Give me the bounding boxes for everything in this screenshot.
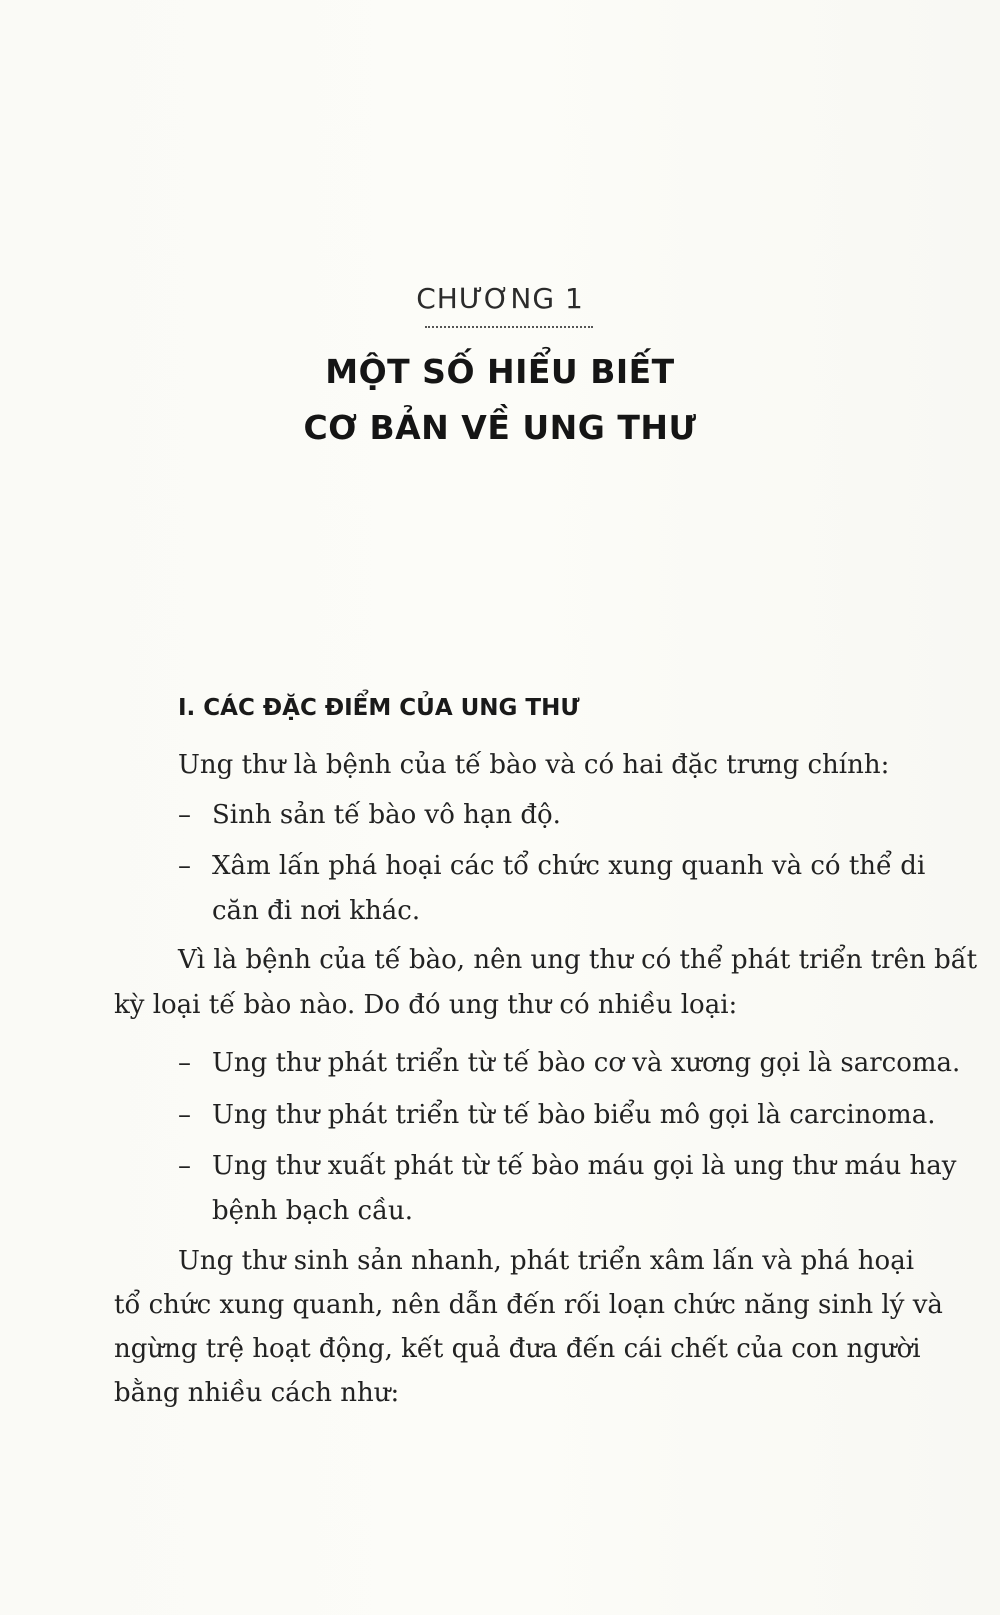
chapter-title-line-1: MỘT SỐ HIỂU BIẾT: [325, 352, 675, 391]
list-dash: –: [178, 1100, 191, 1130]
section-heading: I. CÁC ĐẶC ĐIỂM CỦA UNG THƯ: [178, 695, 580, 721]
list-item: Sinh sản tế bào vô hạn độ.: [212, 800, 561, 830]
list-dash: –: [178, 1048, 191, 1078]
paragraph-line: Ung thư sinh sản nhanh, phát triển xâm lấn và phá hoại: [178, 1246, 915, 1276]
list-item: Ung thư xuất phát từ tế bào máu gọi là ung thư máu hay: [212, 1151, 957, 1181]
chapter-title-line-2: CƠ BẢN VỀ UNG THƯ: [303, 408, 697, 447]
paragraph-line: tổ chức xung quanh, nên dẫn đến rối loạn chức năng sinh lý và: [114, 1290, 943, 1320]
paragraph-line: Vì là bệnh của tế bào, nên ung thư có thể phát triển trên bất: [178, 945, 978, 975]
paragraph-line: kỳ loại tế bào nào. Do đó ung thư có nhiều loại:: [114, 990, 738, 1020]
list-item: Ung thư phát triển từ tế bào cơ và xương gọi là sarcoma.: [212, 1048, 961, 1078]
list-dash: –: [178, 1151, 191, 1181]
paragraph-intro: Ung thư là bệnh của tế bào và có hai đặc trưng chính:: [178, 750, 890, 780]
list-dash: –: [178, 851, 191, 881]
paragraph-line: bằng nhiều cách như:: [114, 1378, 400, 1408]
paragraph-line: ngừng trệ hoạt động, kết quả đưa đến cái chết của con người: [114, 1334, 921, 1364]
list-item: Xâm lấn phá hoại các tổ chức xung quanh và có thể di: [212, 851, 926, 881]
list-dash: –: [178, 800, 191, 830]
list-item-continuation: căn đi nơi khác.: [212, 896, 421, 926]
list-item-continuation: bệnh bạch cầu.: [212, 1196, 414, 1226]
list-item: Ung thư phát triển từ tế bào biểu mô gọi là carcinoma.: [212, 1100, 936, 1130]
chapter-label: CHƯƠNG 1: [416, 282, 584, 315]
chapter-divider: [425, 326, 593, 328]
